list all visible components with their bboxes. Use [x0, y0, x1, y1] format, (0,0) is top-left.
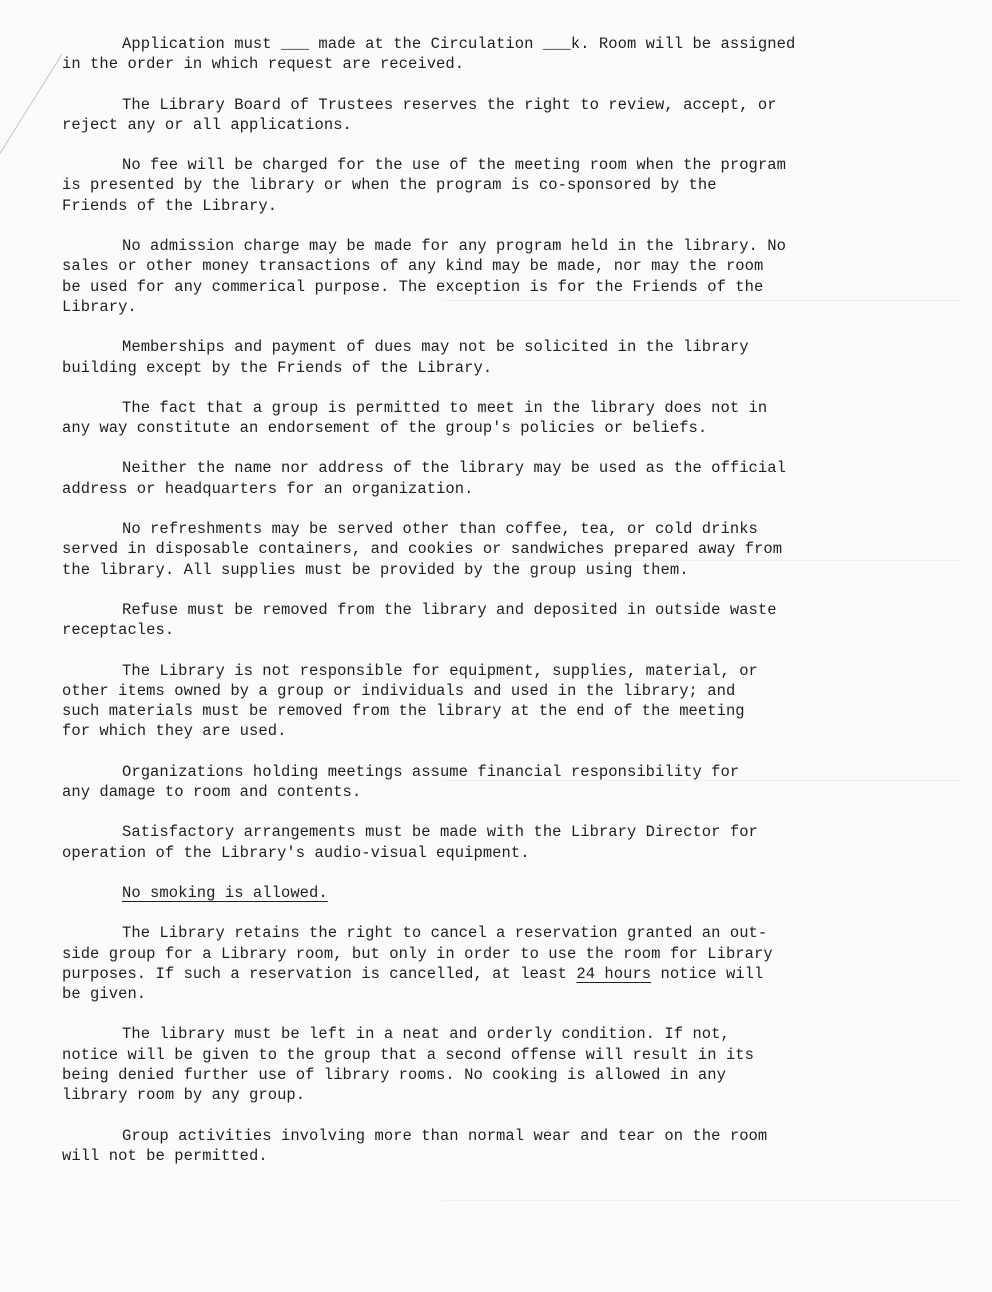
cancellation-text-start: The Library retains the right to cancel a reservation granted an out- side group for a Library room, but only in order to use the room for Library purposes. If such a reservation is cancelled, at least: [62, 924, 773, 983]
paragraph-name-address: Neither the name nor address of the library may be used as the official address or headquarters for an organization.: [62, 459, 786, 498]
paragraph-admission-charge: No admission charge may be made for any program held in the library. No sales or other money transactions of any kind may be made, nor may the room be used for any commerical purpose. The exception is for the Friends of the Library.: [62, 237, 786, 316]
paragraph-memberships: Memberships and payment of dues may not be solicited in the library building except by the Friends of the Library.: [62, 338, 749, 377]
paragraph-board-review: The Library Board of Trustees reserves the right to review, accept, or reject any or all applications.: [62, 95, 777, 134]
paragraph-endorsement: The fact that a group is permitted to meet in the library does not in any way constitute an endorsement of the group's policies or beliefs.: [62, 398, 768, 438]
show-through-line: [442, 1200, 962, 1201]
cancellation-hours: 24 hours: [576, 964, 652, 983]
meeting-room-policy-text: [62, 34, 982, 1186]
paragraph-neat-condition: The library must be left in a neat and orderly condition. If not, notice will be given to the group that a second offense will result in its being denied further use of library rooms. No cooking is allowed in any library room by any group.: [62, 1025, 755, 1105]
paragraph-application: Application must ___ made at the Circulation ___k. Room will be assigned in the order in which request are received.: [62, 35, 796, 74]
paragraph-no-fee: No fee will be charged for the use of the meeting room when the program is presented by the library or when the program is co-sponsored by the Friends of the Library.: [62, 156, 786, 215]
cancellation-text-end: notice will be given.: [62, 964, 764, 1004]
paragraph-no-smoking: [62, 883, 982, 903]
paragraph-wear-and-tear: Group activities involving more than normal wear and tear on the room will not be permitted.: [62, 1126, 768, 1165]
paragraph-refreshments: No refreshments may be served other than coffee, tea, or cold drinks served in disposable containers, and cookies or sandwiches prepared away from the library. All supplies must be provided by the group using them.: [62, 520, 783, 579]
paragraph-financial-responsibility: Organizations holding meetings assume financial responsibility for any damage to room and contents.: [62, 762, 740, 802]
paragraph-audio-visual: Satisfactory arrangements must be made with the Library Director for operation of the Library's audio-visual equipment.: [62, 823, 758, 862]
paragraph-cancellation: [62, 923, 982, 1004]
paragraph-refuse: Refuse must be removed from the library and deposited in outside waste receptacles.: [62, 600, 777, 640]
page-corner-fold: [0, 0, 63, 198]
paragraph-equipment-responsibility: The Library is not responsible for equipment, supplies, material, or other items owned by a group or individuals and used in the library; and such materials must be removed from the library at the end of the meeting for which they are used.: [62, 661, 758, 741]
no-smoking-text: No smoking is allowed.: [122, 883, 328, 902]
